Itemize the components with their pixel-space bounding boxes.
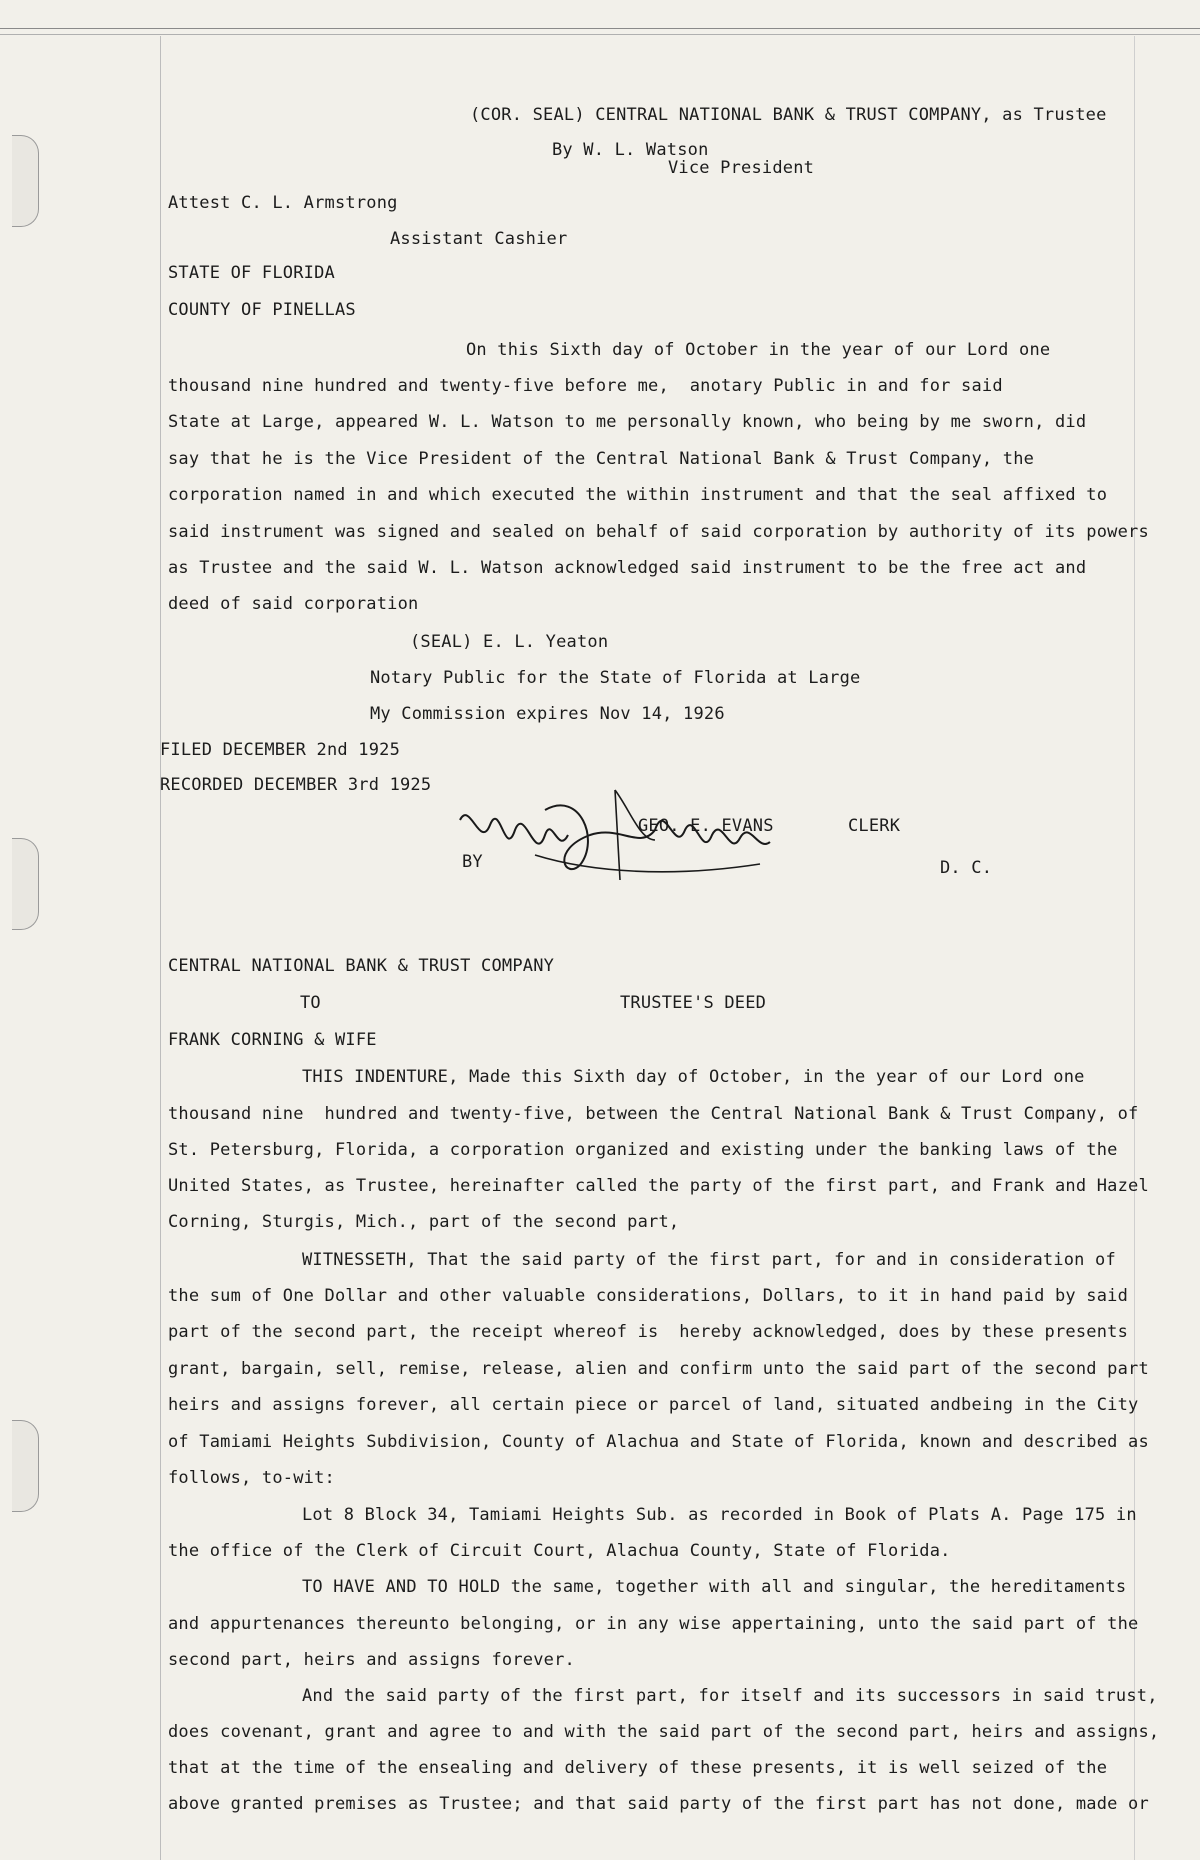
- deed-line-15: TO HAVE AND TO HOLD the same, together with all and singular, the hereditaments: [302, 1577, 1127, 1597]
- deed-line-5: Corning, Sturgis, Mich., part of the second part,: [168, 1212, 680, 1232]
- binder-hole-bottom: [12, 1420, 39, 1512]
- deed-line-10: heirs and assigns forever, all certain piece or parcel of land, situated andbeing in the City: [168, 1395, 1139, 1415]
- corp-seal-line: (COR. SEAL) CENTRAL NATIONAL BANK & TRUST COMPANY, as Trustee: [470, 105, 1107, 125]
- recorded-date: RECORDED DECEMBER 3rd 1925: [160, 775, 432, 795]
- signed-by-line: By W. L. Watson: [552, 140, 709, 160]
- deed-line-6: WITNESSETH, That the said party of the first part, for and in consideration of: [302, 1250, 1116, 1270]
- ack-line-8: deed of said corporation: [168, 594, 419, 614]
- assistant-cashier-title: Assistant Cashier: [390, 229, 568, 249]
- deed-line-12: follows, to-wit:: [168, 1468, 335, 1488]
- binder-hole-top: [12, 135, 39, 227]
- clerk-name: GEO. E. EVANS: [638, 816, 774, 836]
- deed-line-11: of Tamiami Heights Subdivision, County of Alachua and State of Florida, known and described as: [168, 1432, 1149, 1452]
- deed-type: TRUSTEE'S DEED: [620, 993, 767, 1013]
- ack-line-3: State at Large, appeared W. L. Watson to me personally known, who being by me sworn, did: [168, 412, 1087, 432]
- handwritten-signature: [440, 780, 780, 900]
- deed-line-16: and appurtenances thereunto belonging, or in any wise appertaining, unto the said part of the: [168, 1614, 1139, 1634]
- page-top-rule: [0, 28, 1200, 29]
- deed-grantor: CENTRAL NATIONAL BANK & TRUST COMPANY: [168, 956, 555, 976]
- deputy-clerk-label: D. C.: [940, 858, 993, 878]
- deed-line-8: part of the second part, the receipt whereof is hereby acknowledged, does by these presents: [168, 1322, 1129, 1342]
- deed-line-2: thousand nine hundred and twenty-five, between the Central National Bank & Trust Company, of: [168, 1104, 1139, 1124]
- deed-line-9: grant, bargain, sell, remise, release, alien and confirm unto the said part of the second part: [168, 1359, 1149, 1379]
- deed-line-13: Lot 8 Block 34, Tamiami Heights Sub. as recorded in Book of Plats A. Page 175 in: [302, 1505, 1137, 1525]
- ack-line-6: said instrument was signed and sealed on behalf of said corporation by authority of its powers: [168, 522, 1149, 542]
- deed-to: TO: [300, 993, 321, 1013]
- notary-commission-line: My Commission expires Nov 14, 1926: [370, 704, 725, 724]
- ack-line-2: thousand nine hundred and twenty-five before me, anotary Public in and for said: [168, 376, 1003, 396]
- deed-line-4: United States, as Trustee, hereinafter called the party of the first part, and Frank and Hazel: [168, 1176, 1149, 1196]
- deed-line-14: the office of the Clerk of Circuit Court, Alachua County, State of Florida.: [168, 1541, 951, 1561]
- clerk-title: CLERK: [848, 816, 901, 836]
- filed-date: FILED DECEMBER 2nd 1925: [160, 740, 401, 760]
- deed-line-21: above granted premises as Trustee; and that said party of the first part has not done, made or: [168, 1794, 1149, 1814]
- deed-line-20: that at the time of the ensealing and delivery of these presents, it is well seized of the: [168, 1758, 1108, 1778]
- deed-line-17: second part, heirs and assigns forever.: [168, 1650, 575, 1670]
- deed-line-18: And the said party of the first part, for itself and its successors in said trust,: [302, 1686, 1158, 1706]
- deed-line-7: the sum of One Dollar and other valuable considerations, Dollars, to it in hand paid by said: [168, 1286, 1129, 1306]
- ack-line-4: say that he is the Vice President of the Central National Bank & Trust Company, the: [168, 449, 1035, 469]
- right-margin-line: [1134, 36, 1135, 1860]
- deed-line-19: does covenant, grant and agree to and with the said part of the second part, heirs and assigns,: [168, 1722, 1160, 1742]
- notary-title-line: Notary Public for the State of Florida at Large: [370, 668, 861, 688]
- ack-line-1: On this Sixth day of October in the year of our Lord one: [466, 340, 1051, 360]
- state-line: STATE OF FLORIDA: [168, 263, 335, 283]
- page-top-rule-2: [0, 34, 1200, 35]
- ack-line-5: corporation named in and which executed the within instrument and that the seal affixed to: [168, 485, 1108, 505]
- deed-line-3: St. Petersburg, Florida, a corporation organized and existing under the banking laws of the: [168, 1140, 1118, 1160]
- left-margin-line: [160, 36, 161, 1860]
- deed-grantee: FRANK CORNING & WIFE: [168, 1030, 377, 1050]
- binder-hole-middle: [12, 838, 39, 930]
- vice-president-title: Vice President: [668, 158, 815, 178]
- deed-line-1: THIS INDENTURE, Made this Sixth day of October, in the year of our Lord one: [302, 1067, 1085, 1087]
- ack-line-7: as Trustee and the said W. L. Watson acknowledged said instrument to be the free act and: [168, 558, 1087, 578]
- attest-line: Attest C. L. Armstrong: [168, 193, 398, 213]
- by-label: BY: [462, 852, 483, 872]
- county-line: COUNTY OF PINELLAS: [168, 300, 356, 320]
- notary-seal-line: (SEAL) E. L. Yeaton: [410, 632, 609, 652]
